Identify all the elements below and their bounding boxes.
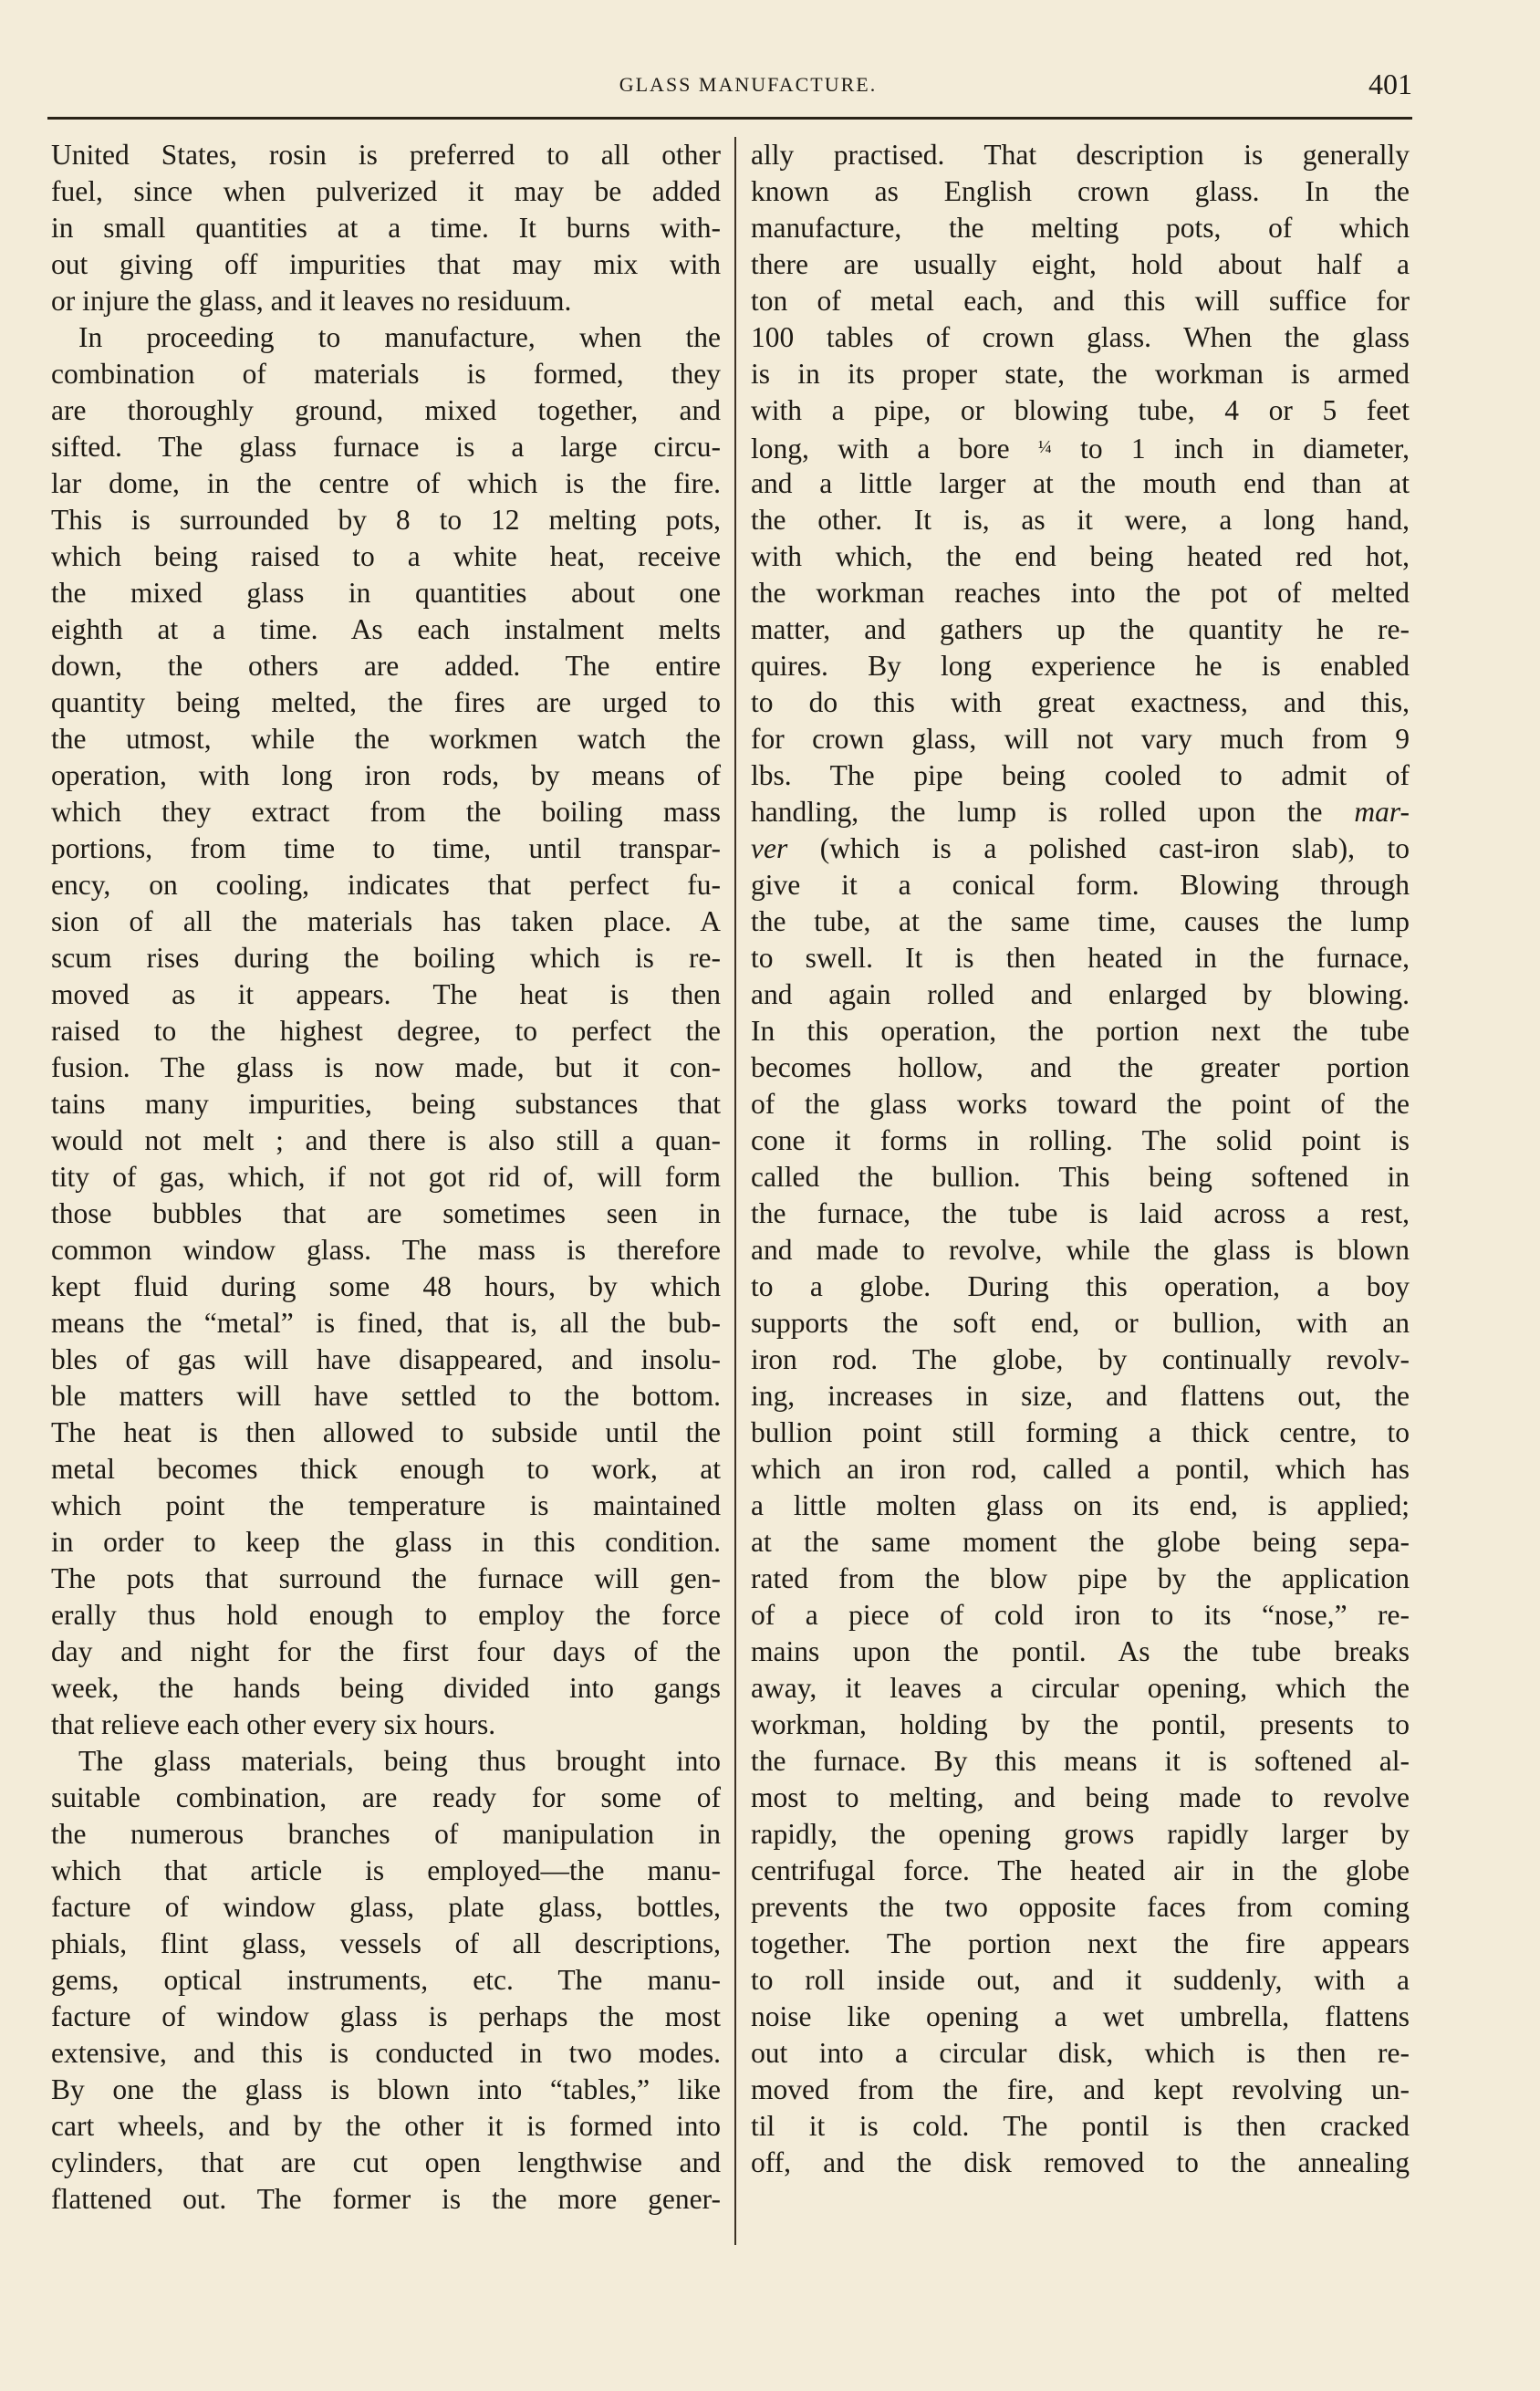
text-line — [751, 429, 1410, 465]
fraction-quarter: ¼ — [1037, 437, 1052, 457]
text-line: that relieve each other every six hours. — [51, 1708, 496, 1740]
text-line: out giving off impurities that may mix with — [51, 248, 721, 280]
italic-term: ver — [751, 832, 788, 864]
text-line: would not melt ; and there is also still a quan- — [51, 1124, 721, 1156]
text-line: called the bullion. This being softened in — [751, 1161, 1410, 1193]
text-line: In this operation, the portion next the tube — [751, 1015, 1410, 1047]
text-line: scum rises during the boiling which is re- — [51, 942, 721, 974]
text-line: which an iron rod, called a pontil, which has — [751, 1453, 1410, 1485]
text-line: The glass materials, being thus brought into — [78, 1745, 721, 1777]
text-line: to swell. It is then heated in the furnace, — [751, 942, 1410, 974]
text-line: moved as it appears. The heat is then — [51, 978, 721, 1010]
text-line: noise like opening a wet umbrella, flattens — [751, 2000, 1410, 2032]
text-line: ble matters will have settled to the bottom. — [51, 1380, 721, 1412]
text-line: the numerous branches of manipulation in — [51, 1818, 721, 1850]
text-line: kept fluid during some 48 hours, by which — [51, 1270, 721, 1302]
text-line: to do this with great exactness, and this, — [751, 686, 1410, 718]
text-line: lar dome, in the centre of which is the fire. — [51, 467, 721, 499]
text-line: flattened out. The former is the more gener- — [51, 2183, 721, 2215]
text-line: phials, flint glass, vessels of all descriptions, — [51, 1927, 721, 1959]
text-line: gems, optical instruments, etc. The manu- — [51, 1964, 721, 1996]
text-line: off, and the disk removed to the annealing — [751, 2146, 1410, 2178]
text-line: sifted. The glass furnace is a large circu- — [51, 431, 721, 463]
text-line: lbs. The pipe being cooled to admit of — [751, 759, 1410, 791]
text-line: which that article is employed—the manu- — [51, 1854, 721, 1886]
text-line: metal becomes thick enough to work, at — [51, 1453, 721, 1485]
text-line: the mixed glass in quantities about one — [51, 577, 721, 609]
text-line: there are usually eight, hold about half a — [751, 248, 1410, 280]
text-line: a little molten glass on its end, is applied; — [751, 1489, 1410, 1521]
text-line: to roll inside out, and it suddenly, with a — [751, 1964, 1410, 1996]
text-line: in small quantities at a time. It burns with- — [51, 212, 721, 244]
text-line: in order to keep the glass in this condition. — [51, 1526, 721, 1558]
text-line: prevents the two opposite faces from coming — [751, 1891, 1410, 1923]
text-line: In proceeding to manufacture, when the — [78, 321, 721, 353]
text-line: combination of materials is formed, they — [51, 358, 721, 390]
text-line: of a piece of cold iron to its “nose,” re- — [751, 1599, 1410, 1631]
text-line: which being raised to a white heat, receive — [51, 540, 721, 572]
text-line: suitable combination, are ready for some of — [51, 1781, 721, 1813]
page-number: 401 — [1368, 68, 1412, 100]
text-line: workman, holding by the pontil, presents to — [751, 1708, 1410, 1740]
text-line: iron rod. The globe, by continually revolv- — [751, 1343, 1410, 1375]
text-line: moved from the fire, and kept revolving un- — [751, 2073, 1410, 2105]
text-line: ing, increases in size, and flattens out, the — [751, 1380, 1410, 1412]
text-line: and made to revolve, while the glass is blown — [751, 1234, 1410, 1266]
text-line: fusion. The glass is now made, but it con- — [51, 1051, 721, 1083]
text-line: becomes hollow, and the greater portion — [751, 1051, 1410, 1083]
text-line: eighth at a time. As each instalment melts — [51, 613, 721, 645]
text-line: raised to the highest degree, to perfect the — [51, 1015, 721, 1047]
text-line: facture of window glass is perhaps the most — [51, 2000, 721, 2032]
text-line: and a little larger at the mouth end than at — [751, 467, 1410, 499]
text-line: of the glass works toward the point of the — [751, 1088, 1410, 1120]
text-line: United States, rosin is preferred to all other — [51, 139, 721, 171]
text-line: rapidly, the opening grows rapidly larger by — [751, 1818, 1410, 1850]
text-line: tity of gas, which, if not got rid of, will form — [51, 1161, 721, 1193]
text-line: those bubbles that are sometimes seen in — [51, 1197, 721, 1229]
text-segment: to 1 inch in diameter, — [1080, 433, 1410, 465]
text-line: the other. It is, as it were, a long hand, — [751, 504, 1410, 536]
text-line: By one the glass is blown into “tables,” like — [51, 2073, 721, 2105]
text-line: give it a conical form. Blowing through — [751, 869, 1410, 901]
text-line: The heat is then allowed to subside until the — [51, 1416, 721, 1448]
right-column — [751, 137, 1410, 2181]
text-line: This is surrounded by 8 to 12 melting pots, — [51, 504, 721, 536]
text-line: erally thus hold enough to employ the force — [51, 1599, 721, 1631]
text-line: portions, from time to time, until transpar- — [51, 832, 721, 864]
text-segment: (which is a polished cast-iron slab), to — [819, 832, 1410, 864]
text-line: cone it forms in rolling. The solid point is — [751, 1124, 1410, 1156]
text-line: mains upon the pontil. As the tube breaks — [751, 1635, 1410, 1667]
text-line: which point the temperature is maintained — [51, 1489, 721, 1521]
text-line: and again rolled and enlarged by blowing. — [751, 978, 1410, 1010]
text-line: sion of all the materials has taken place. A — [51, 905, 721, 937]
text-line: to a globe. During this operation, a boy — [751, 1270, 1410, 1302]
text-line: ally practised. That description is generally — [751, 139, 1410, 171]
text-line: fuel, since when pulverized it may be added — [51, 175, 721, 207]
text-line: are thoroughly ground, mixed together, and — [51, 394, 721, 426]
text-line: common window glass. The mass is therefore — [51, 1234, 721, 1266]
text-line: or injure the glass, and it leaves no residuum. — [51, 285, 572, 317]
text-line: means the “metal” is fined, that is, all the bub- — [51, 1307, 721, 1339]
text-line: out into a circular disk, which is then re- — [751, 2037, 1410, 2069]
text-line: the furnace. By this means it is softened al- — [751, 1745, 1410, 1777]
text-line: day and night for the first four days of the — [51, 1635, 721, 1667]
text-line: is in its proper state, the workman is armed — [751, 358, 1410, 390]
text-line: the utmost, while the workmen watch the — [51, 723, 721, 755]
text-line: supports the soft end, or bullion, with an — [751, 1307, 1410, 1339]
text-line: for crown glass, will not vary much from 9 — [751, 723, 1410, 755]
text-line: down, the others are added. The entire — [51, 650, 721, 682]
text-line: operation, with long iron rods, by means of — [51, 759, 721, 791]
text-segment: handling, the lump is rolled upon the — [751, 796, 1323, 828]
text-line: ton of metal each, and this will suffice for — [751, 285, 1410, 317]
text-line: with a pipe, or blowing tube, 4 or 5 feet — [751, 394, 1410, 426]
text-line: 100 tables of crown glass. When the glass — [751, 321, 1410, 353]
text-line: bles of gas will have disappeared, and insolu- — [51, 1343, 721, 1375]
column-rule — [734, 137, 736, 2245]
text-line: week, the hands being divided into gangs — [51, 1672, 721, 1704]
text-line: quires. By long experience he is enabled — [751, 650, 1410, 682]
text-line: away, it leaves a circular opening, which the — [751, 1672, 1410, 1704]
text-line: bullion point still forming a thick centre, to — [751, 1416, 1410, 1448]
text-line: tains many impurities, being substances that — [51, 1088, 721, 1120]
text-line: centrifugal force. The heated air in the globe — [751, 1854, 1410, 1886]
text-line: manufacture, the melting pots, of which — [751, 212, 1410, 244]
text-line — [751, 794, 1410, 830]
text-line: quantity being melted, the fires are urged to — [51, 686, 721, 718]
text-line: which they extract from the boiling mass — [51, 796, 721, 828]
text-segment: long, with a bore — [751, 433, 1010, 465]
text-line: together. The portion next the fire appears — [751, 1927, 1410, 1959]
text-line: the furnace, the tube is laid across a rest, — [751, 1197, 1410, 1229]
text-line: the tube, at the same time, causes the lump — [751, 905, 1410, 937]
left-column — [51, 137, 721, 2218]
text-line: most to melting, and being made to revolve — [751, 1781, 1410, 1813]
text-line: cylinders, that are cut open lengthwise and — [51, 2146, 721, 2178]
text-line: cart wheels, and by the other it is formed into — [51, 2110, 721, 2142]
text-line: til it is cold. The pontil is then cracked — [751, 2110, 1410, 2142]
text-line: at the same moment the globe being sepa- — [751, 1526, 1410, 1558]
text-line: ency, on cooling, indicates that perfect fu- — [51, 869, 721, 901]
text-line: rated from the blow pipe by the application — [751, 1562, 1410, 1594]
header-rule — [47, 117, 1412, 120]
text-line: matter, and gathers up the quantity he re- — [751, 613, 1410, 645]
text-line: facture of window glass, plate glass, bottles, — [51, 1891, 721, 1923]
text-line: the workman reaches into the pot of melted — [751, 577, 1410, 609]
text-line: extensive, and this is conducted in two modes. — [51, 2037, 721, 2069]
text-line: with which, the end being heated red hot, — [751, 540, 1410, 572]
running-title: GLASS MANUFACTURE. — [619, 73, 878, 96]
text-line: known as English crown glass. In the — [751, 175, 1410, 207]
text-line: The pots that surround the furnace will gen- — [51, 1562, 721, 1594]
italic-term: mar- — [1354, 796, 1410, 828]
text-line — [751, 830, 1410, 867]
